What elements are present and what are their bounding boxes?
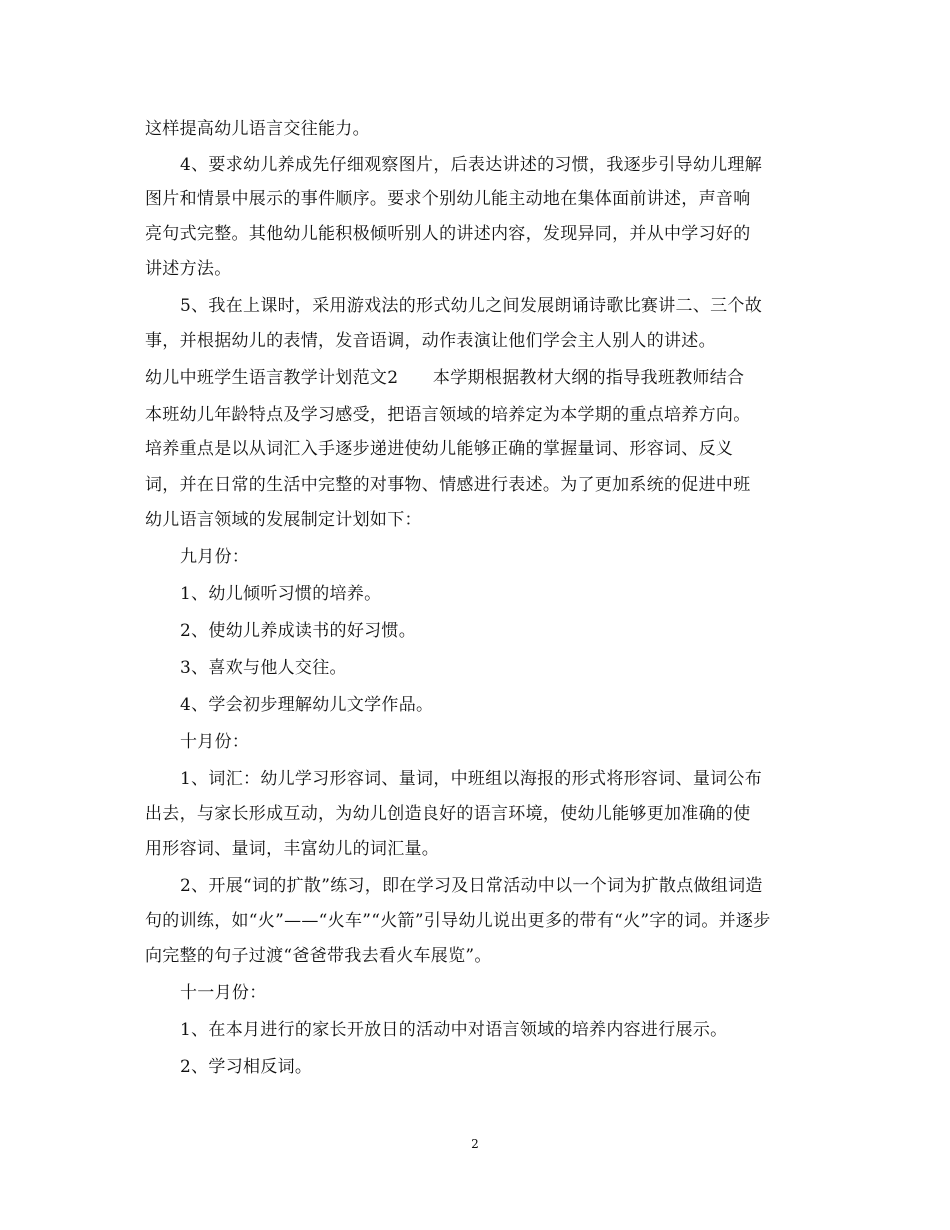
section-heading: 十月份：	[180, 732, 250, 752]
text-line: 用形容词、量词，丰富幼儿的词汇量。	[145, 839, 440, 859]
text-line: 讲述方法。	[145, 259, 232, 279]
text-line: 幼儿语言领域的发展制定计划如下：	[145, 510, 422, 530]
section-heading: 九月份：	[180, 547, 250, 567]
text-line: 出去，与家长形成互动，为幼儿创造良好的语言环境，使幼儿能够更加准确的使	[145, 804, 751, 824]
text-line: 亮句式完整。其他幼儿能积极倾听别人的讲述内容，发现异同，并从中学习好的	[145, 224, 751, 244]
text-line: 向完整的句子过渡“爸爸带我去看火车展览”。	[145, 946, 492, 966]
text-line: 词，并在日常的生活中完整的对事物、情感进行表述。为了更加系统的促进中班	[145, 475, 751, 495]
list-item: 1、幼儿倾听习惯的培养。	[180, 584, 382, 604]
section-heading: 十一月份：	[180, 983, 267, 1003]
list-item: 3、喜欢与他人交往。	[180, 658, 347, 678]
text-line: 幼儿中班学生语言教学计划范文2 本学期根据教材大纲的指导我班教师结合	[145, 368, 745, 388]
list-item: 2、学习相反词。	[180, 1057, 313, 1077]
text-line: 4、要求幼儿养成先仔细观察图片，后表达讲述的习惯，我逐步引导幼儿理解	[180, 155, 763, 175]
list-item: 2、使幼儿养成读书的好习惯。	[180, 621, 417, 641]
list-item: 4、学会初步理解幼儿文学作品。	[180, 695, 434, 715]
list-item: 1、在本月进行的家长开放日的活动中对语言领域的培养内容进行展示。	[180, 1020, 728, 1040]
text-line: 这样提高幼儿语言交往能力。	[145, 119, 370, 139]
text-line: 图片和情景中展示的事件顺序。要求个别幼儿能主动地在集体面前讲述，声音响	[145, 189, 751, 209]
text-line: 1、词汇：幼儿学习形容词、量词，中班组以海报的形式将形容词、量词公布	[180, 769, 763, 789]
text-line: 句的训练，如“火”——“火车”“火箭”引导幼儿说出更多的带有“火”字的词。并逐步	[145, 911, 771, 931]
text-line: 本班幼儿年龄特点及学习感受，把语言领域的培养定为本学期的重点培养方向。	[145, 405, 751, 425]
text-line: 5、我在上课时，采用游戏法的形式幼儿之间发展朗诵诗歌比赛讲二、三个故	[180, 296, 763, 316]
text-line: 2、开展“词的扩散”练习，即在学习及日常活动中以一个词为扩散点做组词造	[180, 876, 763, 896]
text-line: 培养重点是以从词汇入手逐步递进使幼儿能够正确的掌握量词、形容词、反义	[145, 439, 734, 459]
page-number: 2	[471, 1137, 479, 1151]
text-line: 事，并根据幼儿的表情，发音语调，动作表演让他们学会主人别人的讲述。	[145, 331, 716, 351]
